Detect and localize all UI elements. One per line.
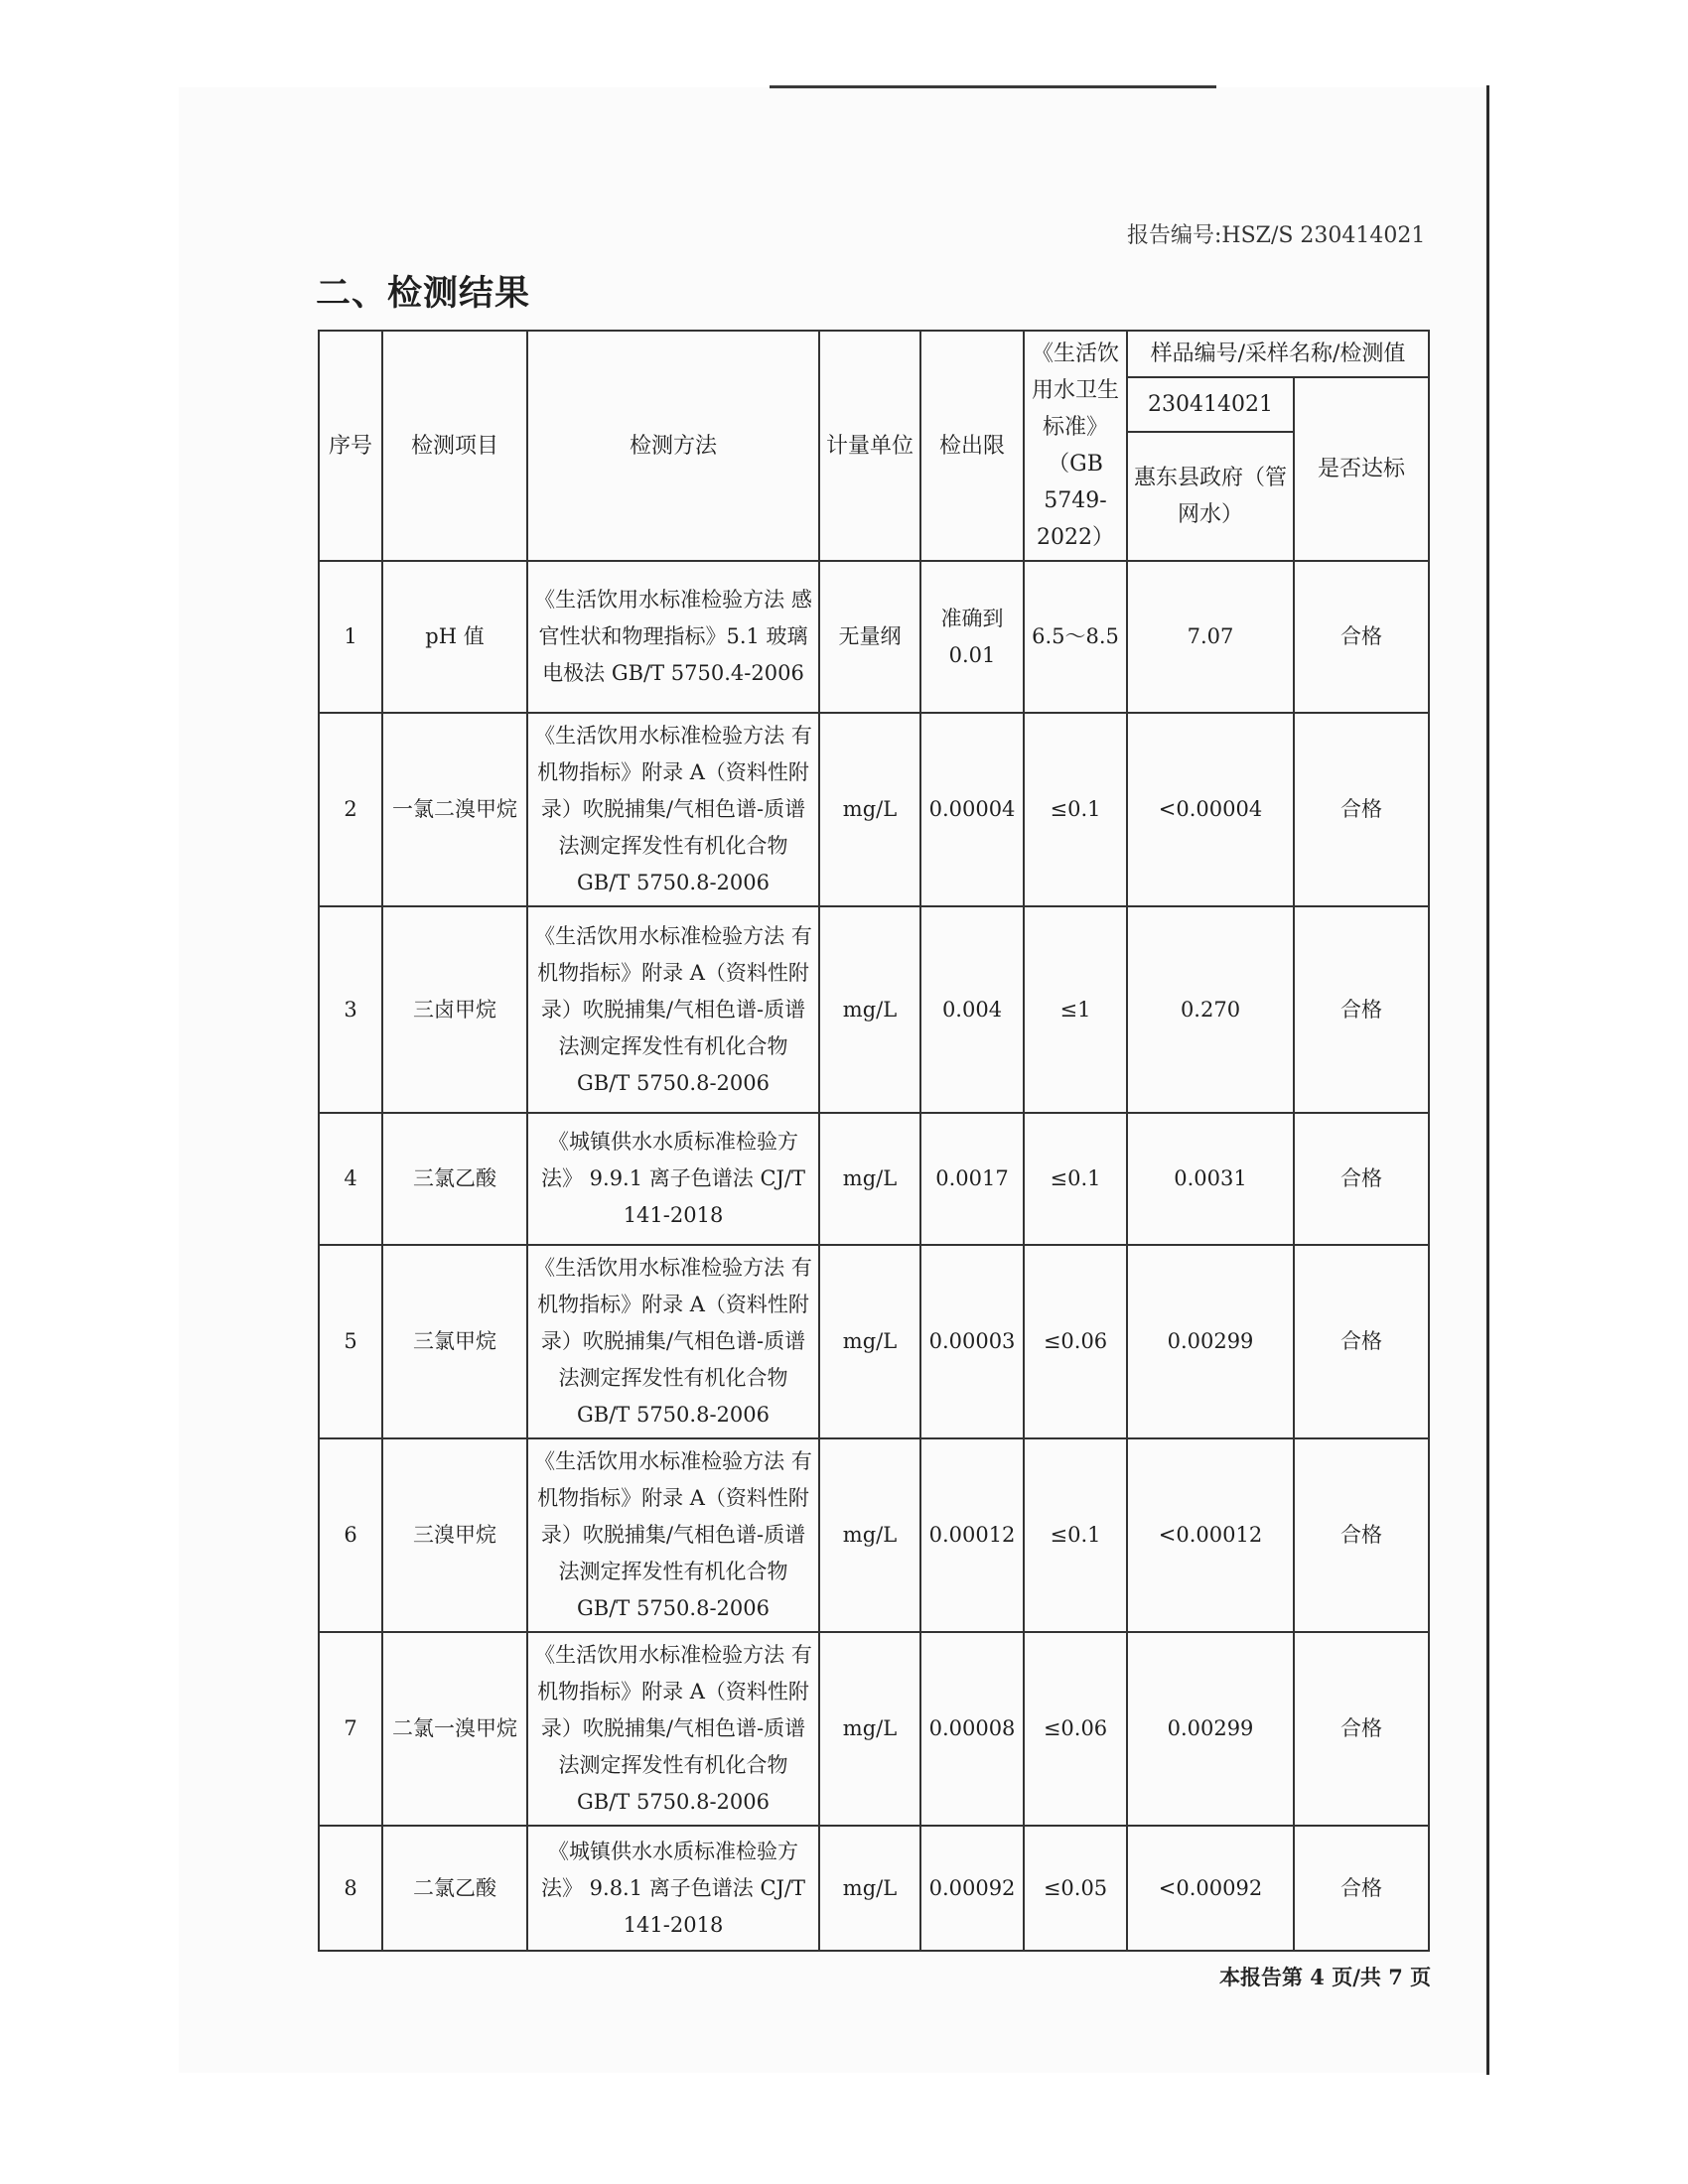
row-value: <0.00012 <box>1127 1438 1294 1632</box>
row-seq: 5 <box>319 1245 382 1438</box>
header-sample-id: 230414021 <box>1127 377 1294 432</box>
row-limit: 0.00012 <box>920 1438 1024 1632</box>
row-value: 0.270 <box>1127 906 1294 1113</box>
table-row <box>319 1826 1429 1951</box>
row-value: 0.00299 <box>1127 1245 1294 1438</box>
row-item: 二氯乙酸 <box>382 1826 527 1951</box>
row-pass: 合格 <box>1294 1438 1429 1632</box>
results-table <box>318 330 1430 1952</box>
row-limit: 0.00092 <box>920 1826 1024 1951</box>
header-seq: 序号 <box>319 331 382 561</box>
row-seq: 4 <box>319 1113 382 1245</box>
paper-right-edge <box>1486 85 1489 2075</box>
row-pass: 合格 <box>1294 1826 1429 1951</box>
paper-top-edge <box>770 85 1216 88</box>
report-number: 报告编号:HSZ/S 230414021 <box>1127 223 1426 248</box>
row-item: 三氯乙酸 <box>382 1113 527 1245</box>
row-item: 三氯甲烷 <box>382 1245 527 1438</box>
row-method: 《生活饮用水标准检验方法 有机物指标》附录 A（资料性附录）吹脱捕集/气相色谱-质谱法测定挥发性有机化合物 GB/T 5750.8-2006 <box>527 1245 819 1438</box>
row-limit: 0.00008 <box>920 1632 1024 1826</box>
section-title: 二、检测结果 <box>316 273 531 314</box>
row-unit: mg/L <box>819 906 920 1113</box>
row-limit: 准确到 0.01 <box>920 561 1024 713</box>
row-method: 《生活饮用水标准检验方法 感官性状和物理指标》5.1 玻璃电极法 GB/T 5750.4-2006 <box>527 561 819 713</box>
row-seq: 8 <box>319 1826 382 1951</box>
row-item: pH 值 <box>382 561 527 713</box>
row-standard: 6.5～8.5 <box>1024 561 1127 713</box>
table-row <box>319 1113 1429 1245</box>
row-standard: ≤0.06 <box>1024 1632 1127 1826</box>
row-method: 《城镇供水水质标准检验方法》 9.9.1 离子色谱法 CJ/T 141-2018 <box>527 1113 819 1245</box>
row-unit: mg/L <box>819 1438 920 1632</box>
row-limit: 0.00004 <box>920 713 1024 906</box>
row-seq: 2 <box>319 713 382 906</box>
row-method: 《生活饮用水标准检验方法 有机物指标》附录 A（资料性附录）吹脱捕集/气相色谱-质谱法测定挥发性有机化合物 GB/T 5750.8-2006 <box>527 713 819 906</box>
row-item: 一氯二溴甲烷 <box>382 713 527 906</box>
row-limit: 0.004 <box>920 906 1024 1113</box>
row-method: 《生活饮用水标准检验方法 有机物指标》附录 A（资料性附录）吹脱捕集/气相色谱-质谱法测定挥发性有机化合物 GB/T 5750.8-2006 <box>527 906 819 1113</box>
row-value: <0.00004 <box>1127 713 1294 906</box>
row-limit: 0.00003 <box>920 1245 1024 1438</box>
row-seq: 3 <box>319 906 382 1113</box>
header-sample-name: 惠东县政府（管网水） <box>1127 432 1294 561</box>
row-unit: mg/L <box>819 1632 920 1826</box>
table-row <box>319 1245 1429 1438</box>
row-pass: 合格 <box>1294 1113 1429 1245</box>
header-limit: 检出限 <box>920 331 1024 561</box>
row-method: 《生活饮用水标准检验方法 有机物指标》附录 A（资料性附录）吹脱捕集/气相色谱-质谱法测定挥发性有机化合物 GB/T 5750.8-2006 <box>527 1632 819 1826</box>
row-pass: 合格 <box>1294 1245 1429 1438</box>
row-seq: 7 <box>319 1632 382 1826</box>
row-standard: ≤0.1 <box>1024 1113 1127 1245</box>
row-method: 《城镇供水水质标准检验方法》 9.8.1 离子色谱法 CJ/T 141-2018 <box>527 1826 819 1951</box>
row-pass: 合格 <box>1294 561 1429 713</box>
table-row <box>319 561 1429 713</box>
row-standard: ≤0.05 <box>1024 1826 1127 1951</box>
row-value: 7.07 <box>1127 561 1294 713</box>
header-method: 检测方法 <box>527 331 819 561</box>
row-unit: mg/L <box>819 1245 920 1438</box>
row-value: 0.0031 <box>1127 1113 1294 1245</box>
row-item: 二氯一溴甲烷 <box>382 1632 527 1826</box>
row-standard: ≤0.1 <box>1024 1438 1127 1632</box>
row-pass: 合格 <box>1294 906 1429 1113</box>
row-item: 三溴甲烷 <box>382 1438 527 1632</box>
row-seq: 6 <box>319 1438 382 1632</box>
row-standard: ≤0.1 <box>1024 713 1127 906</box>
table-row <box>319 1632 1429 1826</box>
header-item: 检测项目 <box>382 331 527 561</box>
row-limit: 0.0017 <box>920 1113 1024 1245</box>
header-unit: 计量单位 <box>819 331 920 561</box>
row-value: <0.00092 <box>1127 1826 1294 1951</box>
row-unit: 无量纲 <box>819 561 920 713</box>
row-item: 三卤甲烷 <box>382 906 527 1113</box>
table-row <box>319 1438 1429 1632</box>
header-sample-group: 样品编号/采样名称/检测值 <box>1127 331 1429 377</box>
table-row <box>319 713 1429 906</box>
row-pass: 合格 <box>1294 713 1429 906</box>
table-row <box>319 906 1429 1113</box>
row-method: 《生活饮用水标准检验方法 有机物指标》附录 A（资料性附录）吹脱捕集/气相色谱-质谱法测定挥发性有机化合物 GB/T 5750.8-2006 <box>527 1438 819 1632</box>
row-unit: mg/L <box>819 1826 920 1951</box>
row-unit: mg/L <box>819 713 920 906</box>
row-standard: ≤1 <box>1024 906 1127 1113</box>
row-seq: 1 <box>319 561 382 713</box>
header-pass: 是否达标 <box>1294 377 1429 561</box>
row-pass: 合格 <box>1294 1632 1429 1826</box>
header-row <box>319 331 1429 377</box>
header-standard: 《生活饮用水卫生标准》（GB 5749-2022） <box>1024 331 1127 561</box>
row-value: 0.00299 <box>1127 1632 1294 1826</box>
row-unit: mg/L <box>819 1113 920 1245</box>
row-standard: ≤0.06 <box>1024 1245 1127 1438</box>
page-footer: 本报告第 4 页/共 7 页 <box>1219 1965 1432 1989</box>
